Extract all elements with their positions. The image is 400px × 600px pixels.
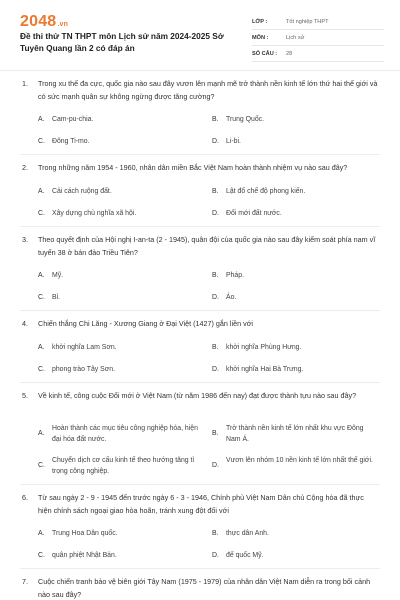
option-letter: D. [212, 138, 219, 145]
question-divider [20, 154, 380, 155]
option-text: Trung Quốc. [226, 116, 265, 123]
option-text: Trở thành nền kinh tế lớn nhất khu vực Đông Nam Á. [226, 425, 364, 443]
option-b[interactable] [212, 423, 378, 445]
option-text: Áo. [226, 294, 237, 301]
question-number: 7. [22, 577, 28, 586]
option-letter: A. [38, 188, 45, 195]
option-letter: D. [212, 366, 219, 373]
option-text: đế quốc Mỹ. [226, 552, 264, 559]
option-text: Cải cách ruộng đất. [52, 188, 112, 195]
option-letter: A. [38, 116, 45, 123]
logo-main: 2048 [20, 13, 57, 30]
meta-key: MÔN : [252, 34, 269, 41]
option-letter: C. [38, 294, 45, 301]
option-letter: D. [212, 552, 219, 559]
question-text: Trong xu thế đa cực, quốc gia nào sau đây vươn lên mạnh mẽ trở thành nền kinh tế lớn thứ hai thế giới và có sức mạnh quân sự không ngừng được tăng cường? [38, 79, 378, 101]
option-letter: C. [38, 138, 45, 145]
site-logo[interactable] [20, 13, 68, 31]
question-divider [20, 310, 380, 311]
document-header [0, 0, 400, 72]
option-text: quân phiệt Nhật Bản. [52, 552, 117, 559]
option-b[interactable] [212, 114, 372, 125]
option-text: Bỉ. [52, 294, 61, 301]
option-d[interactable] [212, 292, 372, 303]
option-text: Lật đổ chế độ phong kiến. [226, 188, 306, 195]
question-number: 2. [22, 163, 28, 172]
option-letter: B. [212, 530, 219, 537]
option-text: Li-bi. [226, 138, 241, 145]
option-d[interactable] [212, 550, 372, 561]
option-d[interactable] [212, 364, 372, 375]
option-letter: B. [212, 430, 219, 437]
option-letter: A. [38, 430, 45, 437]
option-a[interactable] [38, 528, 198, 539]
question-number: 1. [22, 79, 28, 88]
option-letter: D. [212, 210, 219, 217]
option-d[interactable] [212, 208, 372, 219]
question-text: Cuộc chiến tranh bảo vệ biên giới Tây Nam (1975 - 1979) của nhân dân Việt Nam diễn ra trong bối cảnh nào sau đây? [38, 577, 371, 599]
option-a[interactable] [38, 114, 198, 125]
option-text: Mỹ. [52, 272, 64, 279]
meta-row-question-count [252, 46, 384, 62]
option-text: Trung Hoa Dân quốc. [52, 530, 118, 537]
option-letter: C. [38, 552, 45, 559]
question-divider [20, 226, 380, 227]
option-letter: B. [212, 272, 219, 279]
meta-row-class [252, 14, 384, 30]
option-text: Vươn lên nhóm 10 nền kinh tế lớn nhất thế giới. [226, 457, 373, 464]
option-a[interactable] [38, 186, 198, 197]
meta-value: 28 [286, 50, 293, 57]
question-number: 4. [22, 319, 28, 328]
meta-key: SỐ CÂU : [252, 50, 278, 57]
option-text: thực dân Anh. [226, 530, 269, 537]
option-c[interactable] [38, 364, 198, 375]
option-letter: D. [212, 462, 219, 469]
question-divider [20, 568, 380, 569]
option-text: Pháp. [226, 272, 245, 279]
option-letter: A. [38, 272, 45, 279]
option-a[interactable] [38, 270, 198, 281]
question-number: 5. [22, 391, 28, 400]
option-letter: B. [212, 344, 219, 351]
question-text: Trong những năm 1954 - 1960, nhân dân miền Bắc Việt Nam hoàn thành nhiệm vụ nào sau đây? [38, 163, 348, 172]
option-b[interactable] [212, 270, 372, 281]
logo-suffix: .vn [57, 21, 69, 28]
meta-value: Lịch sử [286, 34, 305, 41]
option-letter: D. [212, 294, 219, 301]
option-a[interactable] [38, 423, 206, 445]
option-d[interactable] [212, 455, 378, 471]
option-text: Hoàn thành các mục tiêu công nghiệp hóa, hiện đại hóa đất nước. [52, 425, 198, 443]
option-c[interactable] [38, 455, 206, 477]
option-text: Đông Ti-mo. [52, 138, 90, 145]
question-divider [20, 382, 380, 383]
option-c[interactable] [38, 550, 198, 561]
option-letter: C. [38, 210, 45, 217]
question-number: 6. [22, 493, 28, 502]
option-letter: B. [212, 116, 219, 123]
question-text: Về kinh tế, công cuộc Đổi mới ở Việt Nam (từ năm 1986 đến nay) đạt được thành tựu nào sau đây? [38, 391, 357, 400]
option-letter: A. [38, 530, 45, 537]
option-a[interactable] [38, 342, 198, 353]
option-letter: C. [38, 462, 45, 469]
meta-row-subject [252, 30, 384, 46]
meta-value: Tốt nghiệp THPT [286, 18, 329, 25]
option-b[interactable] [212, 186, 372, 197]
question-text: Theo quyết định của Hội nghị I-an-ta (2 - 1945), quân đội của quốc gia nào sau đây kiểm soát phía nam vĩ tuyến 38 ở bán đảo Triều Tiên? [38, 235, 376, 257]
option-d[interactable] [212, 136, 372, 147]
option-b[interactable] [212, 528, 372, 539]
option-text: khởi nghĩa Hai Bà Trưng. [226, 366, 304, 373]
option-c[interactable] [38, 292, 198, 303]
exam-meta-table [252, 14, 384, 62]
option-letter: A. [38, 344, 45, 351]
option-letter: C. [38, 366, 45, 373]
meta-key: LỚP : [252, 18, 268, 25]
question-text: Từ sau ngày 2 - 9 - 1945 đến trước ngày 6 - 3 - 1946, Chính phủ Việt Nam Dân chủ Cộng hòa đã thực hiện chính sách ngoại giao hòa hoãn, tránh xung đột đối với [38, 493, 364, 515]
option-text: Chuyển dịch cơ cấu kinh tế theo hướng tăng tỉ trọng công nghiệp. [52, 457, 194, 475]
header-divider [0, 70, 400, 71]
option-text: Cam-pu-chia. [52, 116, 94, 123]
option-b[interactable] [212, 342, 372, 353]
option-text: khởi nghĩa Phùng Hưng. [226, 344, 302, 351]
option-text: Đổi mới đất nước. [226, 210, 282, 217]
question-divider [20, 484, 380, 485]
page-title: Đề thi thử TN THPT môn Lịch sử năm 2024-2025 Sở Tuyên Quang lần 2 có đáp án [20, 31, 224, 53]
question-number: 3. [22, 235, 28, 244]
option-letter: B. [212, 188, 219, 195]
option-text: Xây dựng chủ nghĩa xã hội. [52, 210, 137, 217]
option-text: khởi nghĩa Lam Sơn. [52, 344, 117, 351]
option-c[interactable] [38, 136, 198, 147]
option-c[interactable] [38, 208, 198, 219]
option-text: phong trào Tây Sơn. [52, 366, 116, 373]
question-text: Chiến thắng Chi Lăng - Xương Giang ở Đại Việt (1427) gắn liền với [38, 319, 254, 328]
